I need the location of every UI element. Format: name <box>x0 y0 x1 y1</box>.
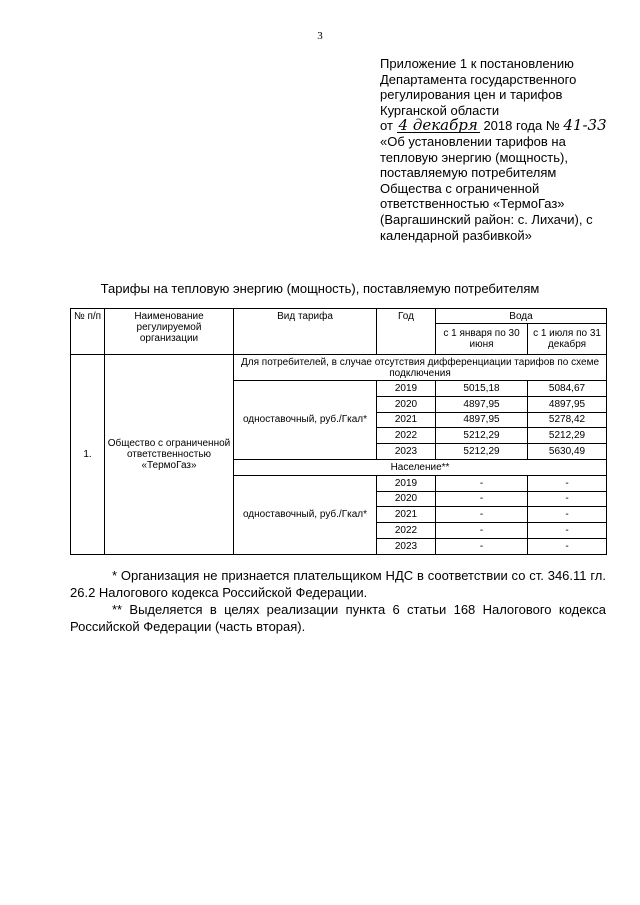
value-cell: - <box>528 538 607 554</box>
year-cell: 2020 <box>377 396 436 412</box>
value-cell: 5630,49 <box>528 444 607 460</box>
footnote-vat: * Организация не признается плательщиком НДС в соответствии со ст. 346.11 гл. 26.2 Налогового кодекса Российской Федерации. <box>70 568 606 600</box>
value-cell: 5212,29 <box>436 444 528 460</box>
header-number: № п/п <box>71 309 105 355</box>
header-period-2: с 1 июля по 31 декабря <box>528 324 607 355</box>
header-water: Вода <box>436 309 607 324</box>
value-cell: 5212,29 <box>436 428 528 444</box>
tariff-type-label: одноставочный, руб./Гкал* <box>234 381 377 460</box>
value-cell: - <box>436 523 528 539</box>
footnotes <box>70 567 606 635</box>
row-number: 1. <box>71 355 105 555</box>
value-cell: - <box>436 475 528 491</box>
header-organization: Наименование регулируемой организации <box>105 309 234 355</box>
year-cell: 2021 <box>377 412 436 428</box>
footnote-population: ** Выделяется в целях реализации пункта 6 статьи 168 Налогового кодекса Российской Федерации (часть вторая). <box>70 602 606 634</box>
value-cell: - <box>528 507 607 523</box>
appendix-description: поставляемую потребителям <box>380 165 557 181</box>
value-cell: - <box>528 491 607 507</box>
header-tariff-type: Вид тарифа <box>234 309 377 355</box>
value-cell: 5084,67 <box>528 381 607 397</box>
section-title: Население** <box>234 459 607 475</box>
date-year: 2018 года № <box>483 118 560 134</box>
organization-name: Общество с ограниченной ответственностью «ТермоГаз» <box>105 355 234 555</box>
appendix-description: календарной разбивкой» <box>380 227 532 243</box>
year-cell: 2023 <box>377 538 436 554</box>
value-cell: - <box>436 491 528 507</box>
year-cell: 2022 <box>377 428 436 444</box>
appendix-line: Приложение 1 к постановлению <box>380 56 574 71</box>
appendix-description: Общества с ограниченной <box>380 180 540 196</box>
year-cell: 2023 <box>377 444 436 460</box>
value-cell: - <box>436 538 528 554</box>
year-cell: 2021 <box>377 507 436 523</box>
year-cell: 2020 <box>377 491 436 507</box>
value-cell: 5015,18 <box>436 381 528 397</box>
appendix-description: (Варгашинский район: с. Лихачи), с <box>380 211 593 227</box>
date-prefix: от <box>380 118 393 134</box>
value-cell: 5278,42 <box>528 412 607 428</box>
handwritten-resolution-number: 41-33 <box>563 116 607 135</box>
value-cell: 4897,95 <box>528 396 607 412</box>
appendix-description: ответственностью «ТермоГаз» <box>380 196 565 212</box>
appendix-description: тепловую энергию (мощность), <box>380 149 568 165</box>
tariff-type-label: одноставочный, руб./Гкал* <box>234 475 377 554</box>
appendix-header <box>380 56 620 243</box>
handwritten-date: 4 декабря <box>398 116 478 135</box>
tariff-table <box>70 308 607 555</box>
value-cell: 5212,29 <box>528 428 607 444</box>
year-cell: 2019 <box>377 381 436 397</box>
year-cell: 2022 <box>377 523 436 539</box>
year-cell: 2019 <box>377 475 436 491</box>
value-cell: - <box>528 523 607 539</box>
table-title: Тарифы на тепловую энергию (мощность), поставляемую потребителям <box>100 281 540 296</box>
appendix-line: регулирования цен и тарифов <box>380 87 563 103</box>
appendix-line: Департамента государственного <box>380 71 577 87</box>
value-cell: - <box>528 475 607 491</box>
section-title: Для потребителей, в случае отсутствия дифференциации тарифов по схеме подключения <box>234 355 607 381</box>
page-number: 3 <box>317 30 323 42</box>
value-cell: 4897,95 <box>436 396 528 412</box>
appendix-description: «Об установлении тарифов на <box>380 133 566 149</box>
value-cell: - <box>436 507 528 523</box>
value-cell: 4897,95 <box>436 412 528 428</box>
header-period-1: с 1 января по 30 июня <box>436 324 528 355</box>
appendix-line: Курганской области <box>380 102 500 118</box>
header-year: Год <box>377 309 436 355</box>
resolution-date-line <box>380 118 620 134</box>
